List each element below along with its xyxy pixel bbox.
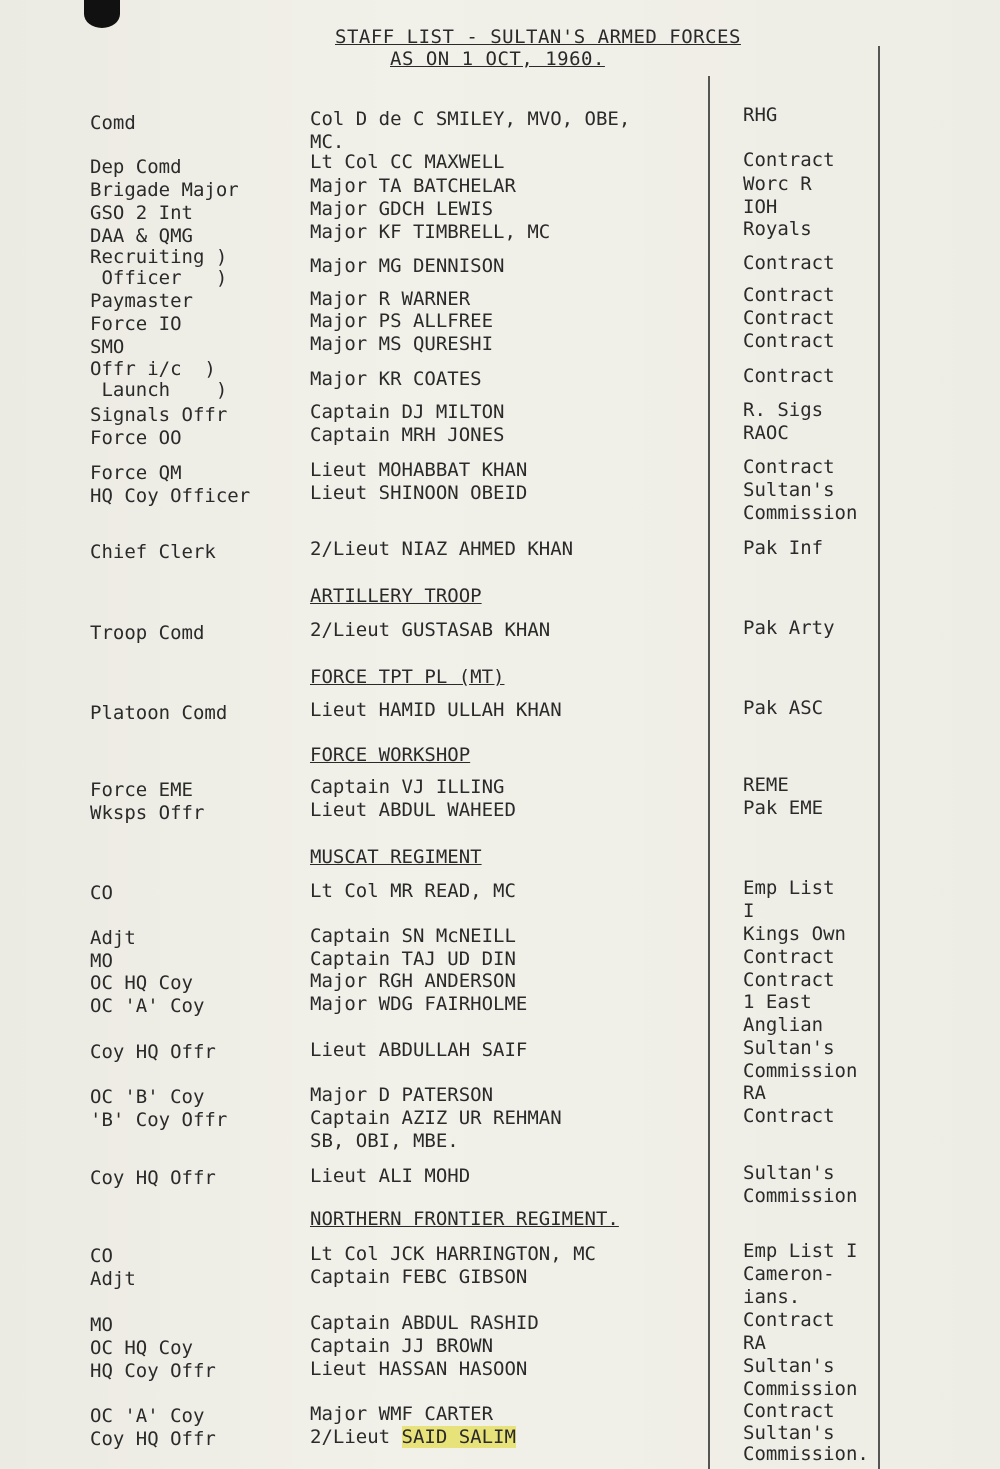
row-name: Major PS ALLFREE xyxy=(310,310,494,332)
row-unit: R. Sigs xyxy=(743,399,824,421)
row-role: Chief Clerk xyxy=(90,541,216,563)
row-unit: RHG xyxy=(743,104,778,126)
row-unit: RA xyxy=(743,1332,766,1354)
row-name: Major WMF CARTER xyxy=(310,1403,494,1425)
row-role: Force IO xyxy=(90,313,182,335)
row-role: 'B' Coy Offr xyxy=(90,1109,228,1131)
row-unit: RAOC xyxy=(743,422,789,444)
row-name: Captain AZIZ UR REHMAN SB, OBI, MBE. xyxy=(310,1107,562,1152)
row-name: Lieut ABDUL WAHEED xyxy=(310,799,516,821)
row-unit: Contract xyxy=(743,365,835,387)
row-unit: Emp List I xyxy=(743,1240,858,1262)
row-role: Coy HQ Offr xyxy=(90,1428,216,1450)
row-role: Force QM xyxy=(90,462,182,484)
row-role: Troop Comd xyxy=(90,622,205,644)
row-role: OC 'A' Coy xyxy=(90,1405,205,1427)
row-role: HQ Coy Offr xyxy=(90,1360,216,1382)
row-role: CO xyxy=(90,882,113,904)
row-role: Coy HQ Offr xyxy=(90,1041,216,1063)
section-heading: ARTILLERY TROOP xyxy=(310,585,482,607)
row-unit: Pak Arty xyxy=(743,617,835,639)
row-name: Captain DJ MILTON xyxy=(310,401,505,423)
row-unit: Contract xyxy=(743,284,835,306)
row-name: Lieut HASSAN HASOON xyxy=(310,1358,528,1380)
row-name: Lieut ABDULLAH SAIF xyxy=(310,1039,528,1061)
section-heading: FORCE TPT PL (MT) xyxy=(310,666,505,688)
row-unit: Contract xyxy=(743,1105,835,1127)
section-heading: FORCE WORKSHOP xyxy=(310,744,471,766)
row-unit: Sultan's Commission xyxy=(743,1162,858,1207)
row-role: SMO xyxy=(90,336,125,358)
row-unit: Pak EME xyxy=(743,797,824,819)
row-role: Brigade Major xyxy=(90,179,239,201)
row-role: DAA & QMG xyxy=(90,225,193,247)
row-role: HQ Coy Officer xyxy=(90,485,251,507)
row-role: Paymaster xyxy=(90,290,193,312)
section-heading: NORTHERN FRONTIER REGIMENT. xyxy=(310,1208,619,1230)
row-name: Major TA BATCHELAR xyxy=(310,175,516,197)
row-name: Captain MRH JONES xyxy=(310,424,505,446)
row-name: Major WDG FAIRHOLME xyxy=(310,993,528,1015)
column-divider-right xyxy=(878,46,880,1469)
row-role: Signals Offr xyxy=(90,404,228,426)
highlighted-name: SAID SALIM xyxy=(401,1426,516,1448)
row-name: Major RGH ANDERSON xyxy=(310,970,516,992)
row-name: Lt Col JCK HARRINGTON, MC xyxy=(310,1243,596,1265)
row-unit: Contract xyxy=(743,456,835,478)
row-role: Wksps Offr xyxy=(90,802,205,824)
page-subtitle: AS ON 1 OCT, 1960. xyxy=(390,48,605,70)
row-unit: Sultan's Commission xyxy=(743,1355,858,1400)
row-role: Platoon Comd xyxy=(90,702,228,724)
row-name xyxy=(310,1426,516,1449)
row-name: Major D PATERSON xyxy=(310,1084,494,1106)
row-unit: Contract xyxy=(743,252,835,274)
row-role: Adjt xyxy=(90,1268,136,1290)
row-name: Lieut SHINOON OBEID xyxy=(310,482,528,504)
row-unit: RA xyxy=(743,1082,766,1104)
row-name: Major GDCH LEWIS xyxy=(310,198,494,220)
row-unit: Contract xyxy=(743,969,835,991)
row-unit: Contract xyxy=(743,330,835,352)
row-unit: Sultan's Commission xyxy=(743,479,858,524)
row-role: OC HQ Coy xyxy=(90,972,193,994)
row-unit: Contract xyxy=(743,1309,835,1331)
row-role: OC HQ Coy xyxy=(90,1337,193,1359)
row-name: Major MG DENNISON xyxy=(310,255,505,277)
row-name: 2/Lieut NIAZ AHMED KHAN xyxy=(310,538,574,560)
row-name: Lieut ALI MOHD xyxy=(310,1165,471,1187)
row-name: Major R WARNER xyxy=(310,288,471,310)
row-unit: Sultan's Commission. xyxy=(743,1422,869,1465)
row-role: GSO 2 Int xyxy=(90,202,193,224)
row-role: MO xyxy=(90,1314,113,1336)
row-role: OC 'B' Coy xyxy=(90,1086,205,1108)
row-unit: Pak ASC xyxy=(743,697,824,719)
row-unit: Royals xyxy=(743,218,812,240)
row-unit: 1 East Anglian xyxy=(743,991,824,1036)
row-role: Force OO xyxy=(90,427,182,449)
row-name: Col D de C SMILEY, MVO, OBE, MC. xyxy=(310,108,631,153)
row-unit: Kings Own xyxy=(743,923,846,945)
row-role: OC 'A' Coy xyxy=(90,995,205,1017)
row-role: CO xyxy=(90,1245,113,1267)
row-role: Comd xyxy=(90,112,136,134)
row-name: Captain SN McNEILL xyxy=(310,925,516,947)
row-name: Captain JJ BROWN xyxy=(310,1335,494,1357)
row-name: Major MS QURESHI xyxy=(310,333,494,355)
row-name: Captain ABDUL RASHID xyxy=(310,1312,539,1334)
row-name: Captain FEBC GIBSON xyxy=(310,1266,528,1288)
row-role: Adjt xyxy=(90,927,136,949)
row-unit: Contract xyxy=(743,307,835,329)
row-unit: REME xyxy=(743,774,789,796)
row-name: Captain VJ ILLING xyxy=(310,776,505,798)
row-unit: IOH xyxy=(743,196,778,218)
row-role: Coy HQ Offr xyxy=(90,1167,216,1189)
row-unit: Contract xyxy=(743,1400,835,1422)
row-unit: Contract xyxy=(743,946,835,968)
row-name: Lieut HAMID ULLAH KHAN xyxy=(310,699,562,721)
section-heading: MUSCAT REGIMENT xyxy=(310,846,482,868)
row-name: Lt Col MR READ, MC xyxy=(310,880,516,902)
row-name: 2/Lieut GUSTASAB KHAN xyxy=(310,619,551,641)
row-name-prefix: 2/Lieut xyxy=(310,1426,402,1448)
page-title: STAFF LIST - SULTAN'S ARMED FORCES xyxy=(335,26,741,48)
row-unit: Worc R xyxy=(743,173,812,195)
row-role: Force EME xyxy=(90,779,193,801)
row-unit: Pak Inf xyxy=(743,537,824,559)
row-name: Captain TAJ UD DIN xyxy=(310,948,516,970)
row-unit: Contract xyxy=(743,149,835,171)
row-name: Major KR COATES xyxy=(310,368,482,390)
row-name: Lt Col CC MAXWELL xyxy=(310,151,505,173)
row-name: Major KF TIMBRELL, MC xyxy=(310,221,551,243)
punch-hole xyxy=(84,0,120,28)
row-role: Offr i/c ) Launch ) xyxy=(90,358,228,401)
row-role: Recruiting ) Officer ) xyxy=(90,246,228,289)
row-unit: Sultan's Commission xyxy=(743,1037,858,1082)
column-divider-left xyxy=(708,76,710,1469)
row-role: MO xyxy=(90,950,113,972)
row-role: Dep Comd xyxy=(90,156,182,178)
row-unit: Emp List I xyxy=(743,877,835,922)
row-name: Lieut MOHABBAT KHAN xyxy=(310,459,528,481)
row-unit: Cameron- ians. xyxy=(743,1263,835,1308)
